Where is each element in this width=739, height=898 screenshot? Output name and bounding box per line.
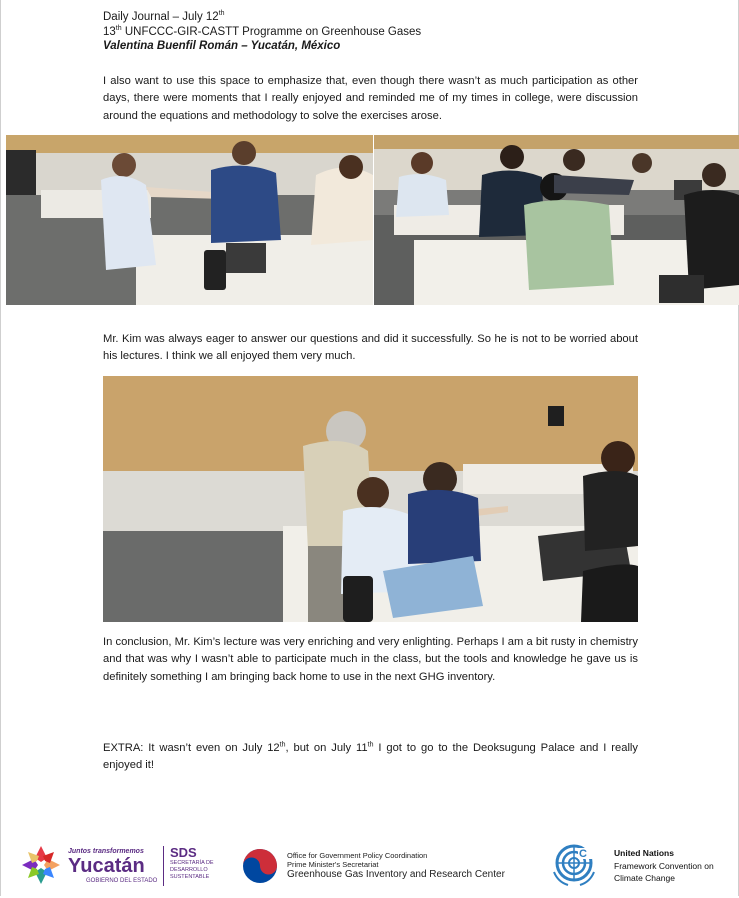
document-header <box>103 10 421 54</box>
yucatan-logo <box>20 844 170 888</box>
paragraph-1: I also want to use this space to emphasize that, even though there wasn’t as much participation as other days, there were moments that I really enjoyed and reminded me of my times in college, were discussion around the equations and methodology to solve the exercises arose. <box>103 75 638 122</box>
korea-line-2: Prime Minister's Secretariat <box>287 860 379 869</box>
journal-title: Daily Journal – July 12th <box>103 10 225 23</box>
sds-line-3: SUSTENTABLE <box>170 874 210 880</box>
author-line: Valentina Buenfil Román – Yucatán, México <box>103 40 341 52</box>
paragraph-2: Mr. Kim was always eager to answer our questions and did it successfully. So he is not to be worried about his lectures. I think we all enjoyed them very much. <box>103 333 638 363</box>
lecture-photo <box>103 376 638 622</box>
class-photo-right <box>374 135 739 305</box>
yucatan-tagline: Juntos transformemos <box>68 848 144 855</box>
sds-title: SDS <box>170 845 197 860</box>
paragraph-4: EXTRA: It wasn’t even on July 12th, but on July 11th I got to go to the Deoksugung Palace and I really enjoyed it! <box>103 741 639 772</box>
un-emblem-icon <box>548 842 600 888</box>
korea-line-1: Office for Government Policy Coordination <box>287 851 428 860</box>
unfccc-logo <box>548 842 738 890</box>
sds-line-2: DESARROLLO <box>170 867 208 873</box>
korea-line-3: Greenhouse Gas Inventory and Research Center <box>287 869 505 880</box>
un-line-1: United Nations <box>614 848 674 858</box>
footer-logos <box>0 836 739 896</box>
un-line-3: Climate Change <box>614 873 675 883</box>
yucatan-emblem-icon <box>20 844 62 886</box>
un-line-2: Framework Convention on <box>614 861 714 871</box>
yucatan-name: Yucatán <box>68 855 145 877</box>
sds-logo <box>163 846 220 886</box>
sds-line-1: SECRETARÍA DE <box>170 860 214 866</box>
svg-text:C: C <box>579 848 587 860</box>
class-photo-left <box>6 135 373 305</box>
programme-title: 13th UNFCCC-GIR-CASTT Programme on Greenhouse Gases <box>103 24 422 38</box>
paragraph-3: In conclusion, Mr. Kim’s lecture was very enriching and very enlighting. Perhaps I am a bit rusty in chemistry and that was why I wasn’t able to participate much in the class, but the tools and knowledge he gave us is definitely something I am bringing back home to use in the next GHG inventory. <box>103 636 638 683</box>
yucatan-subtitle: GOBIERNO DEL ESTADO <box>86 878 158 884</box>
korea-gir-logo <box>242 848 532 888</box>
taegeuk-emblem-icon <box>242 848 278 884</box>
